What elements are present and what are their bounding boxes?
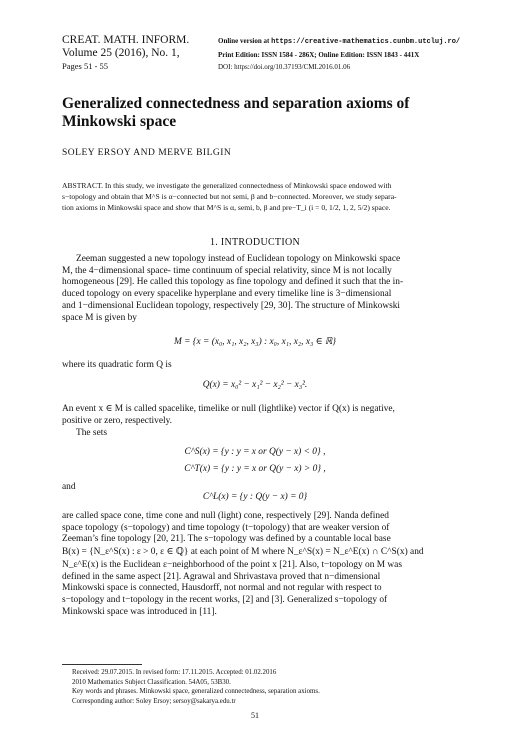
footnote-rule xyxy=(62,664,142,665)
received-dates: Received: 29.07.2015. In revised form: 17.11.2015. Accepted: 01.02.2016 xyxy=(72,669,277,676)
page-number: 51 xyxy=(251,711,259,720)
abstract-label: ABSTRACT. xyxy=(62,181,103,190)
online-label: Online version at xyxy=(218,37,270,45)
equation-quadratic: Q(x) = x₀² − x₁² − x₂² − x₃². xyxy=(202,380,308,390)
intro-paragraph-2: An event x ∈ M is called spacelike, timelike or null (lightlike) vector if Q(x) is negative, positive or zero, respectively. xyxy=(62,404,395,426)
equation-minkowski: M = {x = (x₀, x₁, x₂, x₃) : x₀, x₁, x₂, x₃ ∈ ℝ} xyxy=(173,337,337,347)
footnotes xyxy=(62,668,320,707)
journal-name: CREAT. MATH. INFORM. xyxy=(62,34,190,46)
doi-line[interactable]: DOI: https://doi.org/10.37193/CMI.2016.01.06 xyxy=(218,63,351,71)
equation-time-cone: C^T(x) = {y : y = x or Q(y − x) > 0} , xyxy=(184,464,326,474)
paper-title: Generalized connectedness and separation axioms of Minkowski space xyxy=(62,95,410,130)
online-info xyxy=(218,35,460,74)
equation-light-cone: C^L(x) = {y : Q(y − x) = 0} xyxy=(202,492,308,502)
author-names: SOLEY ERSOY AND MERVE BILGIN xyxy=(62,148,232,158)
corresponding-author: Corresponding author: Soley Ersoy; sersoy@sakarya.edu.tr xyxy=(72,698,236,706)
equation-space-cone: C^S(x) = {y : y = x or Q(y − x) < 0} , xyxy=(184,447,326,457)
online-url[interactable]: https://creative-mathematics.cunbm.utcluj.ro/ xyxy=(271,38,461,46)
pages-line: Pages 51 - 55 xyxy=(62,61,109,71)
volume-line: Volume 25 (2016), No. 1, xyxy=(62,47,180,59)
issn-line: Print Edition: ISSN 1584 - 286X; Online Edition: ISSN 1843 - 441X xyxy=(218,50,420,59)
and-text: and xyxy=(62,482,76,492)
abstract: ABSTRACT. In this study, we investigate the generalized connectedness of Minkowski space endowed with s−topology and obtain that M^S is α−connected but not semi, β and b−connected. Moreover, we study separa- tion axioms in Minkowski space and show that M^S is α, semi, b, β and pre−T_i (i = 0, 1/2, 1, 2, 5/2) space. xyxy=(62,181,397,212)
intro-paragraph-1: Zeeman suggested a new topology instead of Euclidean topology on Minkowski space xyxy=(76,254,401,264)
keywords: Key words and phrases. Minkowski space, generalized connectedness, separation axioms. xyxy=(72,688,320,696)
intro-paragraph-3: are called space cone, time cone and null (light) cone, respectively [29]. Nanda defined space topology (s−topology) and time topology (t−topology) that are weaker version of Zeeman’s fine topology [20, 21]. The s−topology was defined by a countable local base B(x) = {N_ε^S(x) : ε > 0, ε ∈ ℚ} at each point of M where N_ε^S(x) = N_ε^E(x) ∩ C^S(x) and N_ε^E(x) is the Euclidean ε−neighborhood of the point x [21]. Also, t−topology on M was defined in the same aspect [21]. Agrawal and Shrivastava proved that n−dimensional Minkowski space is connected, Hausdorff, not normal and not regular with respect to s−topology and t−topology in the recent works, [2] and [3]. Generalized s−topology of Minkowski space was introduced in [11]. xyxy=(62,511,424,617)
quadratic-text: where its quadratic form Q is xyxy=(62,360,172,370)
intro-paragraph-1-cont: M, the 4−dimensional space- time continuum of special relativity, since M is not locally homogeneous [29]. He called this topology as fine topology and defined it such that the in- duced topology on every spacelike hyperplane and every timelike line is 3−dimensional and 1−dimensional Euclidean topology, respectively [29, 30]. The structure of Minkowski space M is given by xyxy=(62,265,404,323)
journal-header xyxy=(62,34,189,73)
section-heading: 1. INTRODUCTION xyxy=(209,237,301,248)
sets-text: The sets xyxy=(76,428,107,438)
msc-classification: 2010 Mathematics Subject Classification. 54A05, 53B30. xyxy=(72,678,231,686)
